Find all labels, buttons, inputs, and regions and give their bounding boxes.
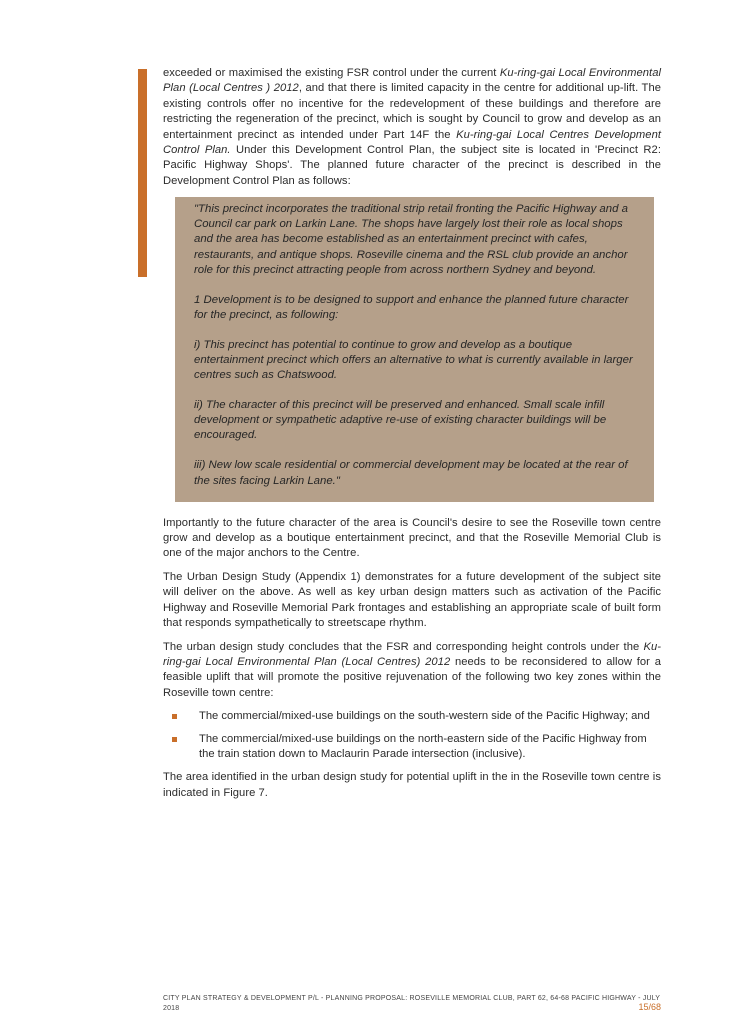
paragraph-future-character (163, 516, 661, 562)
paragraph-intro (163, 66, 661, 189)
quote-item-ii: ii) The character of this precinct will be preserved and enhanced. Small scale infill development or sympathetic adaptive re-use of existing character buildings will be encouraged. (194, 399, 607, 442)
paragraph-study-conclusion (163, 640, 661, 702)
square-bullet-icon (172, 737, 177, 742)
text-run: Ku-ring-gai Local Environmental Plan (Local Centres) 2012 (163, 640, 661, 668)
text-run: needs to be reconsidered to allow for a feasible uplift that will promote the positive rejuvenation of the following two key zones within the Roseville town centre: (163, 655, 661, 699)
page-number: 15/68 (638, 1002, 661, 1012)
list-item-text: The commercial/mixed-use buildings on the north-eastern side of the Pacific Highway from the train station down to Maclaurin Parade intersection (inclusive). (199, 732, 647, 760)
list-item (163, 709, 661, 724)
quote-development-clause: 1 Development is to be designed to support and enhance the planned future character for the precinct, as following: (194, 293, 629, 321)
text-run: Importantly to the future character of the area is Council's desire to see the Roseville town centre grow and develop as a boutique entertainment precinct, and that the Roseville Memorial Club is one of the major anchors to the Centre. (163, 516, 661, 560)
paragraph-figure-reference (163, 770, 661, 801)
accent-bar (138, 69, 147, 277)
dcp-quote-box (175, 197, 654, 501)
paragraph-urban-design-study (163, 570, 661, 632)
text-run: Under this Development Control Plan, the subject site is located in 'Precinct R2: Pacific Highway Shops'. The planned future character of the precinct is described in the Development Control Plan as follows: (163, 144, 661, 187)
quote-precinct-description: "This precinct incorporates the traditional strip retail fronting the Pacific Highway and a Council car park on Larkin Lane. The shops have largely lost their role as local shops and the area has become established as an entertainment precinct with cafes, restaurants, and antique shops. Roseville cinema and the RSL club provide an anchor role for this precinct attracting people from across northern Sydney and beyond. (194, 203, 628, 276)
text-run: The area identified in the urban design study for potential uplift in the in the Roseville town centre is indicated in Figure 7. (163, 771, 661, 799)
list-item-text: The commercial/mixed-use buildings on the south-western side of the Pacific Highway; and (199, 710, 650, 723)
text-run: The urban design study concludes that the FSR and corresponding height controls under the (163, 640, 644, 653)
text-run: The Urban Design Study (Appendix 1) demonstrates for a future development of the subject site will deliver on the above. As well as key urban design matters such as activation of the Pacific Highway and Roseville Memorial Park frontages and establishing an appropriate scale of built form that responds sympathetically to streetscape rhythm. (163, 570, 661, 630)
page-footer (163, 994, 661, 1013)
text-run: , and that there is limited capacity in the centre for additional up-lift. The existing controls offer no incentive for the redevelopment of these buildings and therefore are restricting the regeneration of the precinct, which is sought by Council to grow and develop as an entertainment precinct as intended under Part 14F the (163, 82, 661, 141)
square-bullet-icon (172, 714, 177, 719)
key-zones-list (163, 709, 661, 762)
list-item (163, 732, 661, 763)
page-content (163, 66, 661, 809)
quote-item-iii: iii) New low scale residential or commercial development may be located at the rear of the sites facing Larkin Lane." (194, 459, 628, 487)
text-run: Ku-ring-gai Local Environmental Plan (Local Centres ) 2012 (163, 67, 661, 95)
text-run: exceeded or maximised the existing FSR control under the current (163, 67, 500, 79)
quote-item-i: i) This precinct has potential to continue to grow and develop as a boutique entertainment precinct which offers an alternative to what is currently available in larger centres such as Chatswood. (194, 338, 633, 382)
text-run: Ku-ring-gai Local Centres Development Control Plan. (163, 128, 661, 157)
footer-text: CITY PLAN STRATEGY & DEVELOPMENT P/L - PLANNING PROPOSAL: ROSEVILLE MEMORIAL CLUB, PART 62, 64-68 PACIFIC HIGHWAY - JULY 2018 (163, 995, 661, 1012)
